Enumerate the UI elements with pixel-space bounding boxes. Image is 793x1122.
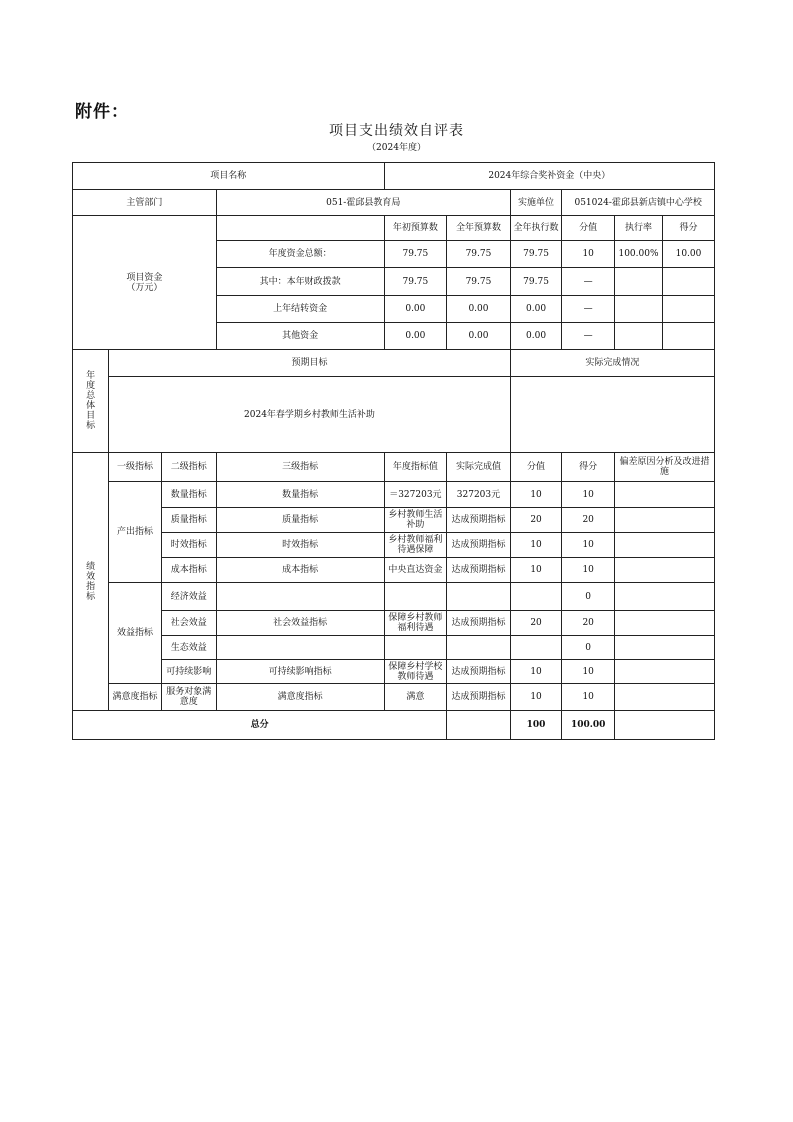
funds-header-blank	[216, 216, 384, 241]
actual-completion-text	[510, 377, 714, 453]
perf-target: 保障乡村学校教师待遇	[384, 660, 447, 684]
perf-l2: 成本指标	[161, 558, 216, 583]
funds-cell: —	[562, 323, 615, 350]
annual-goals-label	[73, 350, 109, 453]
funds-header-2: 全年预算数	[447, 216, 511, 241]
perf-l3: 满意度指标	[216, 684, 384, 711]
perf-note	[615, 684, 715, 711]
perf-actual: 达成预期指标	[447, 611, 511, 636]
perf-l3: 数量指标	[216, 482, 384, 508]
funds-cell: 10	[562, 241, 615, 268]
report-year: （2024年度）	[367, 143, 426, 153]
perf-actual	[447, 636, 511, 660]
self-evaluation-table	[72, 162, 715, 740]
perf-indicators-label	[73, 453, 109, 711]
perf-header-actual: 实际完成值	[447, 453, 511, 482]
funds-cell-split	[615, 323, 715, 350]
dept-row	[73, 190, 715, 216]
funds-header-7: 得分	[679, 223, 698, 233]
dept-label: 主管部门	[73, 190, 217, 216]
perf-target: 乡村教师生活补助	[384, 508, 447, 533]
perf-row	[73, 660, 715, 684]
perf-l2: 可持续影响	[161, 660, 216, 684]
funds-cell: 79.75	[384, 268, 447, 296]
perf-score: 10	[510, 533, 562, 558]
dept-value: 051-霍邱县教育局	[216, 190, 510, 216]
perf-got: 20	[562, 611, 615, 636]
satisfaction-indicator-label: 满意度指标	[109, 684, 162, 711]
funds-header-4: 分值	[562, 216, 615, 241]
goals-header-row	[73, 350, 715, 377]
funds-cell	[663, 268, 714, 295]
perf-target: 满意	[384, 684, 447, 711]
perf-l2: 经济效益	[161, 583, 216, 611]
funds-cell: —	[562, 296, 615, 323]
actual-completion-header: 实际完成情况	[510, 350, 714, 377]
perf-header-got: 得分	[562, 453, 615, 482]
perf-got: 20	[562, 508, 615, 533]
funds-cell	[663, 323, 714, 349]
funds-cell: 10.00	[675, 249, 702, 259]
perf-header-note: 偏差原因分析及改进措施	[615, 453, 715, 482]
perf-l3: 成本指标	[216, 558, 384, 583]
perf-score	[510, 583, 562, 611]
total-got: 100.00	[562, 711, 615, 740]
funds-cell: 0.00	[510, 323, 562, 350]
funds-row-label: 其中：本年财政拨款	[216, 268, 384, 296]
perf-got: 10	[562, 558, 615, 583]
perf-l3: 时效指标	[216, 533, 384, 558]
impl-unit-value: 051024-霍邱县新店镇中心学校	[562, 190, 715, 216]
funds-cell	[615, 323, 663, 349]
perf-score: 10	[510, 558, 562, 583]
perf-row	[73, 684, 715, 711]
funds-cell: 79.75	[447, 268, 511, 296]
funds-header-6: 执行率	[615, 216, 663, 240]
perf-l3: 社会效益指标	[216, 611, 384, 636]
funds-cell-split	[615, 268, 715, 296]
funds-label	[73, 216, 217, 350]
perf-actual: 327203元	[447, 482, 511, 508]
perf-actual: 达成预期指标	[447, 533, 511, 558]
perf-note	[615, 611, 715, 636]
perf-got: 0	[562, 583, 615, 611]
funds-header-1: 年初预算数	[384, 216, 447, 241]
perf-actual: 达成预期指标	[447, 508, 511, 533]
funds-cell: 100.00%	[615, 241, 663, 267]
funds-cell-split	[615, 241, 715, 268]
perf-target	[384, 583, 447, 611]
perf-row	[73, 636, 715, 660]
perf-l2: 生态效益	[161, 636, 216, 660]
perf-l2: 数量指标	[161, 482, 216, 508]
perf-l3	[216, 583, 384, 611]
perf-l3	[216, 636, 384, 660]
perf-note	[615, 508, 715, 533]
total-row	[73, 711, 715, 740]
perf-actual: 达成预期指标	[447, 660, 511, 684]
perf-got: 10	[562, 533, 615, 558]
perf-target	[384, 636, 447, 660]
perf-row	[73, 482, 715, 508]
perf-note	[615, 636, 715, 660]
total-score: 100	[510, 711, 562, 740]
funds-cell: 79.75	[447, 241, 511, 268]
funds-row-label: 年度资金总额：	[216, 241, 384, 268]
perf-row	[73, 583, 715, 611]
perf-score: 10	[510, 660, 562, 684]
perf-actual	[447, 583, 511, 611]
perf-score: 10	[510, 482, 562, 508]
funds-cell: 0.00	[447, 296, 511, 323]
funds-row-label: 上年结转资金	[216, 296, 384, 323]
perf-row	[73, 533, 715, 558]
perf-row	[73, 508, 715, 533]
funds-header-5	[615, 216, 715, 241]
perf-indicators-label-text: 绩 效 指 标	[86, 561, 96, 602]
perf-l3: 可持续影响指标	[216, 660, 384, 684]
expected-goal-text: 2024年春学期乡村教师生活补助	[109, 377, 511, 453]
perf-l2: 质量指标	[161, 508, 216, 533]
perf-l2: 服务对象满意度	[161, 684, 216, 711]
perf-l2: 社会效益	[161, 611, 216, 636]
output-indicator-label: 产出指标	[109, 482, 162, 583]
perf-got: 10	[562, 482, 615, 508]
perf-target: 中央直达资金	[384, 558, 447, 583]
perf-note	[615, 660, 715, 684]
funds-cell: 79.75	[510, 268, 562, 296]
project-name-row	[73, 163, 715, 190]
funds-cell: 0.00	[447, 323, 511, 350]
funds-cell: —	[562, 268, 615, 296]
perf-row	[73, 558, 715, 583]
perf-note	[615, 583, 715, 611]
total-label: 总分	[73, 711, 447, 740]
funds-cell: 0.00	[384, 323, 447, 350]
funds-cell	[615, 268, 663, 295]
funds-cell: 0.00	[384, 296, 447, 323]
funds-label-text: 项目资金 （万元）	[126, 272, 163, 293]
perf-note	[615, 558, 715, 583]
perf-target: ＝327203元	[384, 482, 447, 508]
perf-note	[615, 482, 715, 508]
perf-header-row	[73, 453, 715, 482]
expected-goal-header: 预期目标	[109, 350, 511, 377]
goals-content-row	[73, 377, 715, 453]
attachment-label: 附件：	[75, 102, 129, 122]
perf-score: 10	[510, 684, 562, 711]
perf-header-target: 年度指标值	[384, 453, 447, 482]
perf-got: 0	[562, 636, 615, 660]
perf-header-level3: 三级指标	[216, 453, 384, 482]
perf-got: 10	[562, 684, 615, 711]
perf-actual: 达成预期指标	[447, 558, 511, 583]
perf-score	[510, 636, 562, 660]
perf-got: 10	[562, 660, 615, 684]
funds-row-label: 其他资金	[216, 323, 384, 350]
project-name-value: 2024年综合奖补资金（中央）	[384, 163, 714, 190]
funds-cell: 0.00	[510, 296, 562, 323]
total-actual	[447, 711, 511, 740]
funds-cell	[663, 296, 714, 322]
annual-goals-label-text: 年 度 总 体 目 标	[86, 371, 96, 431]
funds-cell: 79.75	[510, 241, 562, 268]
perf-actual: 达成预期指标	[447, 684, 511, 711]
perf-target: 保障乡村教师福利待遇	[384, 611, 447, 636]
perf-score: 20	[510, 508, 562, 533]
funds-cell: 79.75	[384, 241, 447, 268]
funds-header-row	[73, 216, 715, 241]
funds-header-3: 全年执行数	[510, 216, 562, 241]
funds-cell-split	[615, 296, 715, 323]
perf-target: 乡村教师福利待遇保障	[384, 533, 447, 558]
perf-score: 20	[510, 611, 562, 636]
perf-l3: 质量指标	[216, 508, 384, 533]
perf-row	[73, 611, 715, 636]
page-title: 项目支出绩效自评表	[329, 123, 464, 139]
perf-header-level1: 一级指标	[109, 453, 162, 482]
perf-header-score: 分值	[510, 453, 562, 482]
benefit-indicator-label: 效益指标	[109, 583, 162, 684]
funds-cell	[615, 296, 663, 322]
perf-l2: 时效指标	[161, 533, 216, 558]
project-name-label: 项目名称	[73, 163, 385, 190]
perf-header-level2: 二级指标	[161, 453, 216, 482]
perf-note	[615, 533, 715, 558]
total-note	[615, 711, 715, 740]
impl-unit-label: 实施单位	[510, 190, 562, 216]
